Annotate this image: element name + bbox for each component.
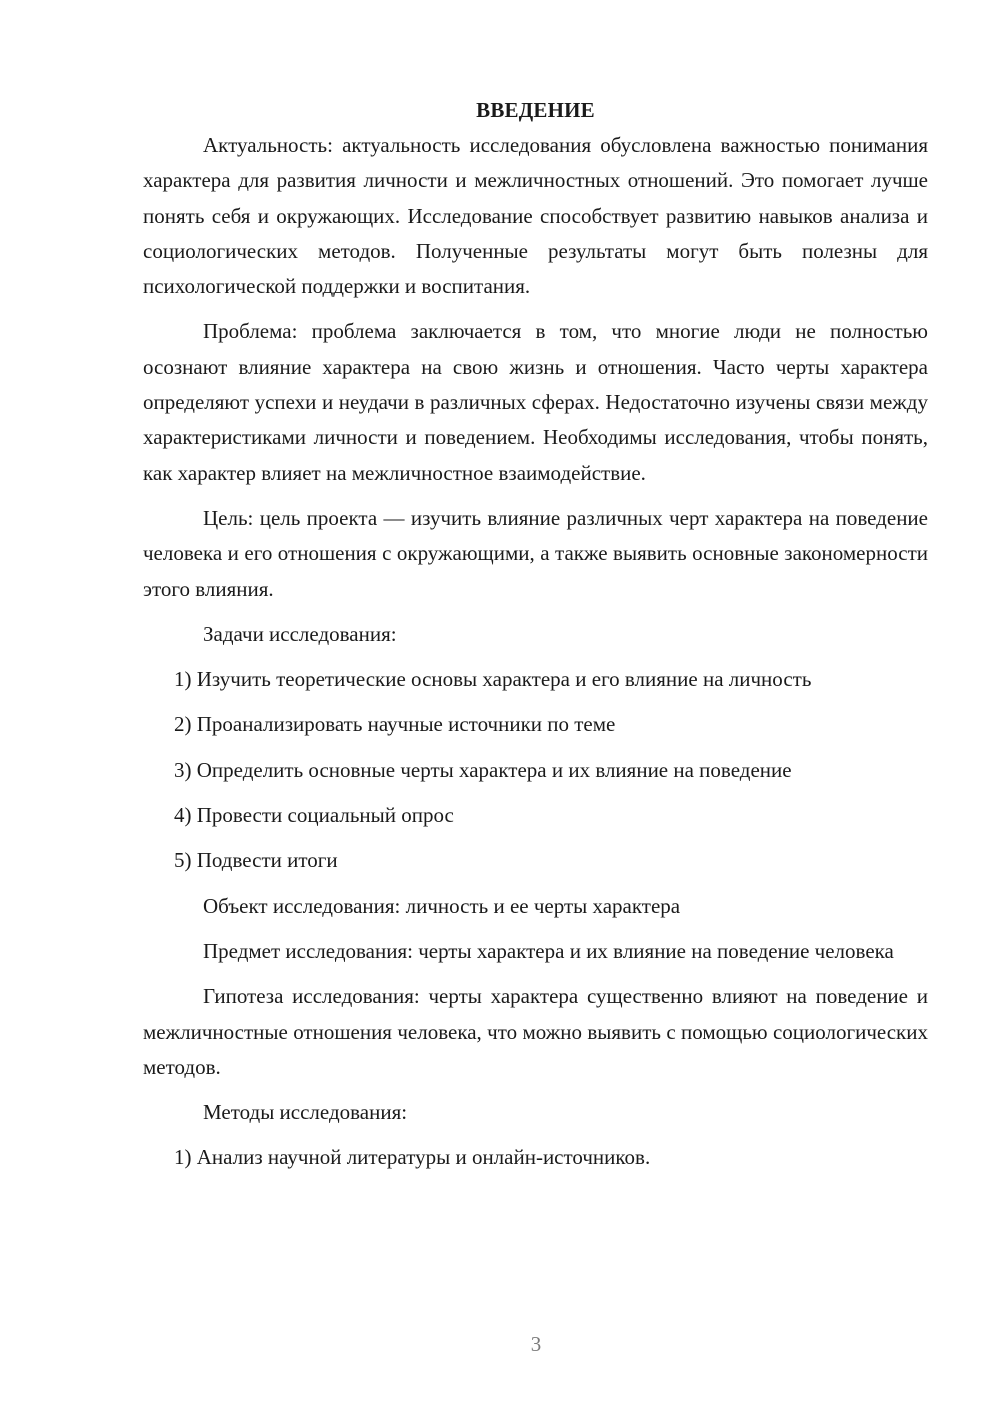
object-paragraph: Объект исследования: личность и ее черты характера xyxy=(203,893,681,918)
section-heading: ВВЕДЕНИЕ xyxy=(476,98,595,122)
relevance-paragraph: Актуальность: актуальность исследования обусловлена важностью понимания характера для развития личности и межличностных отношений. Это помогает лучше понять себя и окружающих. Исследование способствует развитию навыков анализа и социологических методов. Полученные результаты могут быть полезны для психологической поддержки и воспитания. xyxy=(143,133,928,299)
document-page xyxy=(143,93,928,1176)
task-item: 2) Проанализировать научные источники по теме xyxy=(174,712,616,737)
methods-title: Методы исследования: xyxy=(203,1100,408,1125)
method-item: 1) Анализ научной литературы и онлайн-источников. xyxy=(174,1145,651,1170)
task-item: 4) Провести социальный опрос xyxy=(174,803,454,828)
task-item: 1) Изучить теоретические основы характера и его влияние на личность xyxy=(174,667,812,692)
subject-paragraph: Предмет исследования: черты характера и их влияние на поведение человека xyxy=(203,938,894,963)
task-item: 5) Подвести итоги xyxy=(174,848,338,873)
task-item: 3) Определить основные черты характера и их влияние на поведение xyxy=(174,757,792,782)
problem-paragraph: Проблема: проблема заключается в том, что многие люди не полностью осознают влияние характера на свою жизнь и отношения. Часто черты характера определяют успехи и неудачи в различных сферах. Недостаточно изучены связи между характеристиками личности и поведением. Необходимы исследования, чтобы понять, как характер влияет на межличностное взаимодействие. xyxy=(143,319,928,485)
goal-paragraph: Цель: цель проекта — изучить влияние различных черт характера на поведение человека и его отношения с окружающими, а также выявить основные закономерности этого влияния. xyxy=(143,505,928,601)
page-number: 3 xyxy=(530,1332,542,1356)
hypothesis-paragraph: Гипотеза исследования: черты характера существенно влияют на поведение и межличностные отношения человека, что можно выявить с помощью социологических методов. xyxy=(143,984,928,1079)
tasks-title: Задачи исследования: xyxy=(203,621,397,646)
